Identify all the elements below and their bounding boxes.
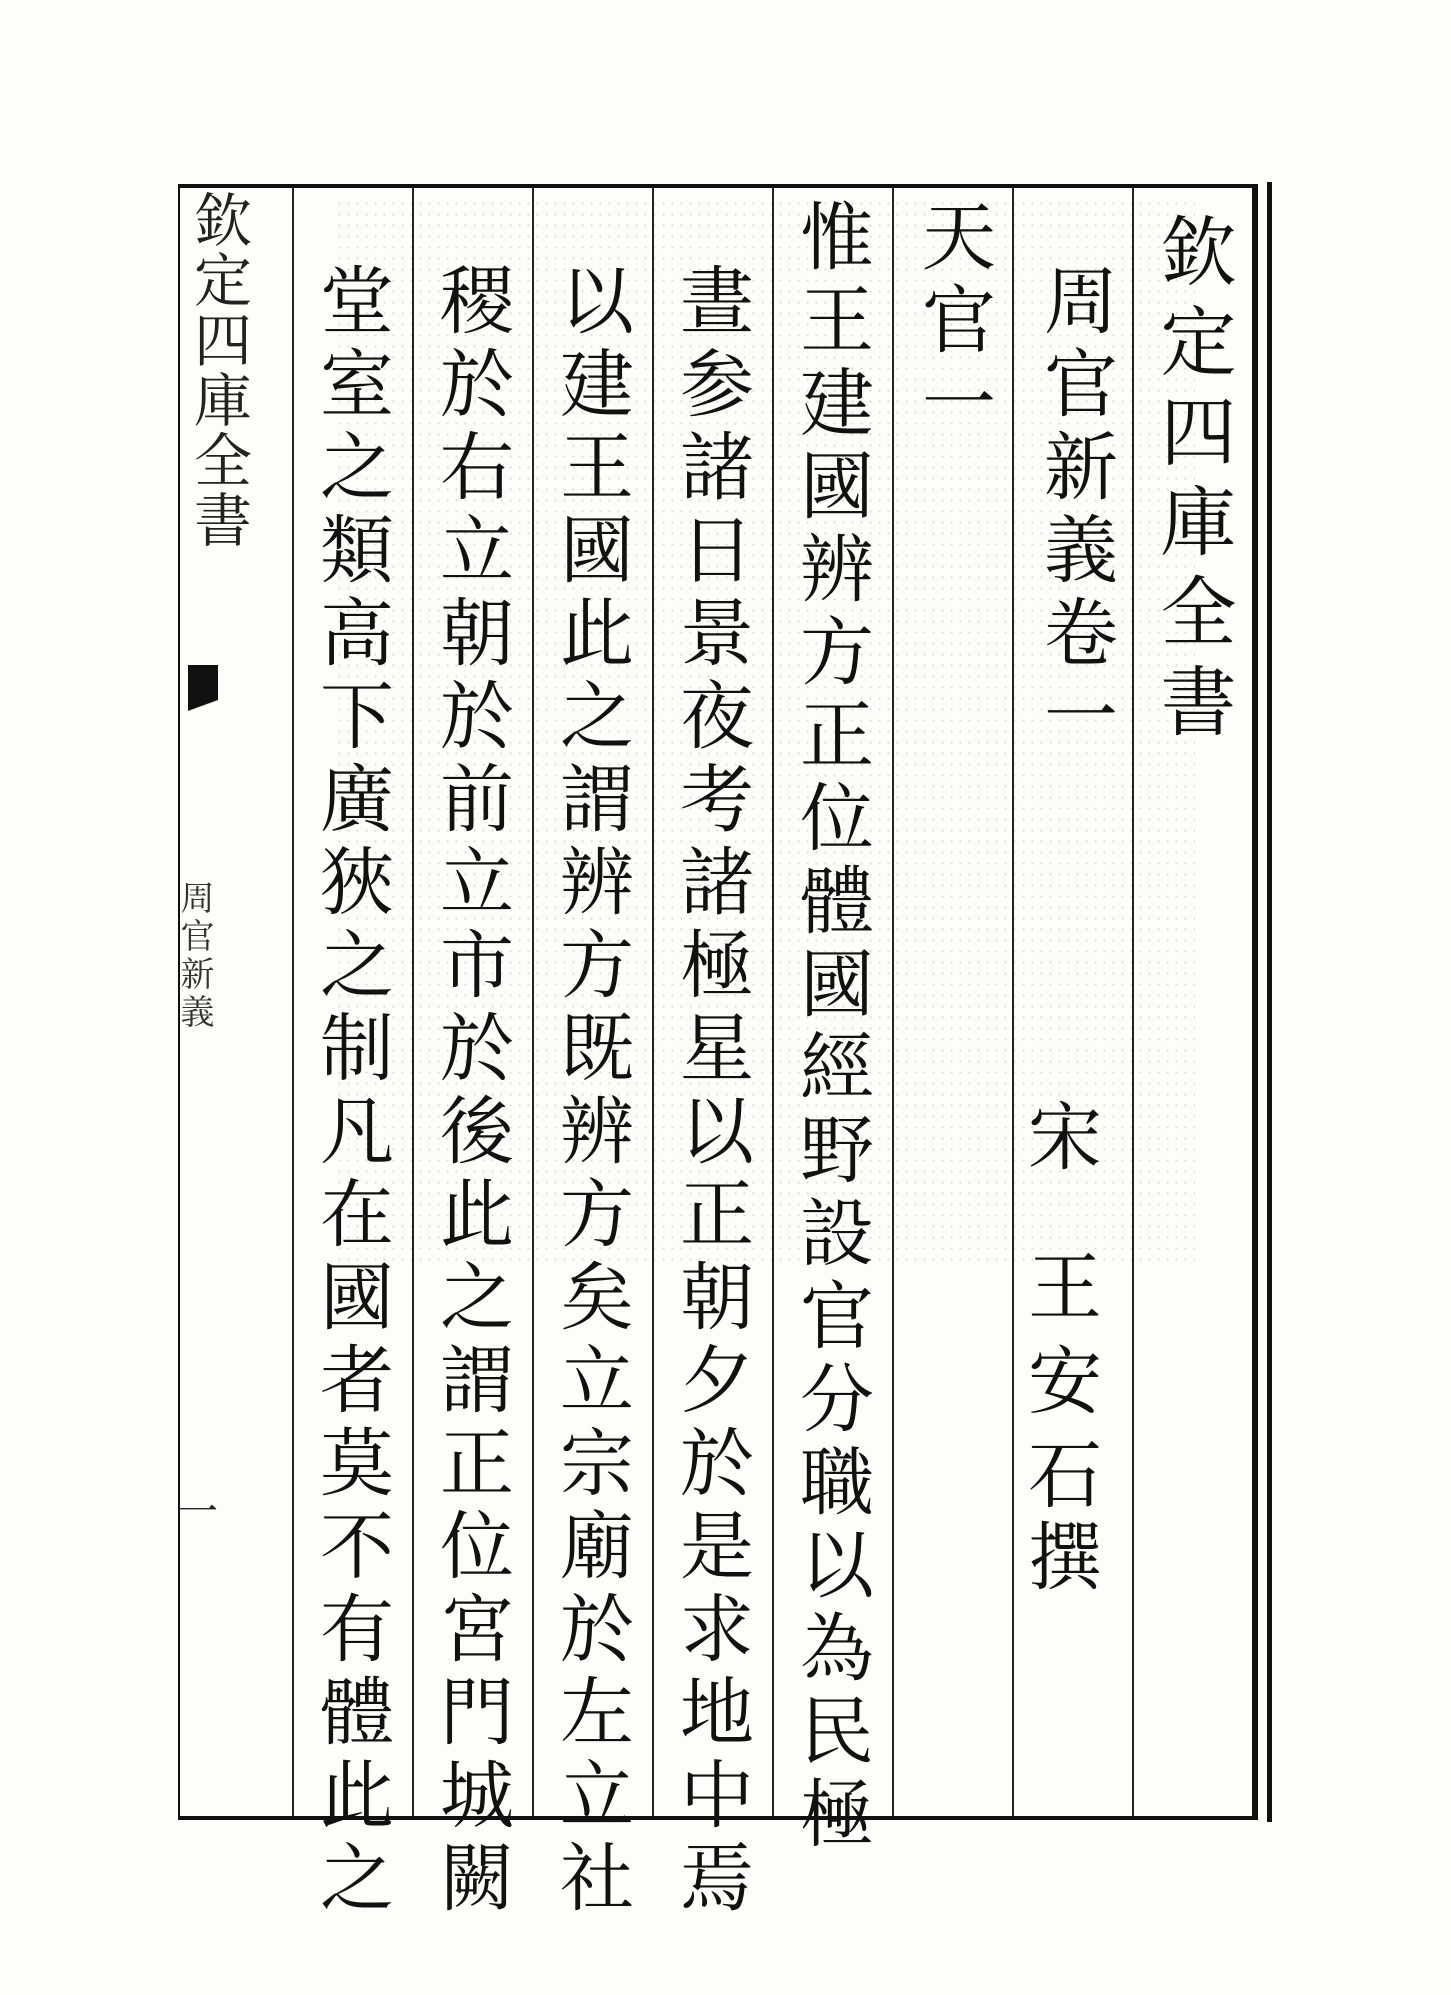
column-rule [412,188,414,1816]
column-rule [772,188,774,1816]
text-frame [178,184,1258,1922]
text-column-3: 以建王國此之謂辨方既辨方矣立宗廟於左立社 [548,262,634,1922]
author-role: 撰 [1016,1518,1102,1612]
column-rule [892,188,894,1816]
spine-title: 欽定四庫全書 [184,190,252,550]
text-column-2: 晝参諸日景夜考諸極星以正朝夕於是求地中焉 [668,262,754,1922]
book-title: 周官新義卷一 [1032,262,1118,760]
column-rule [652,188,654,1816]
text-column-5: 堂室之類高下廣狹之制凡在國者莫不有體此之 [308,262,394,1922]
author-name: 王安石 [1016,1248,1102,1530]
text-column-1: 惟王建國辨方正位體國經野設官分職以為民極 [788,198,874,1858]
collection-header: 欽定四庫全書 [1148,212,1237,752]
spine-book-title: 周官新義 [174,880,214,1032]
section-title: 天官一 [910,198,996,447]
author-dynasty: 宋 [1016,1098,1102,1172]
fishtail-mark [188,665,218,755]
column-rule [532,188,534,1816]
column-rule [1132,188,1134,1816]
spine-page-number: 一 [178,1489,218,1535]
text-column-4: 稷於右立朝於前立市於後此之謂正位宮門城闕 [428,262,514,1922]
column-rule [292,188,294,1816]
